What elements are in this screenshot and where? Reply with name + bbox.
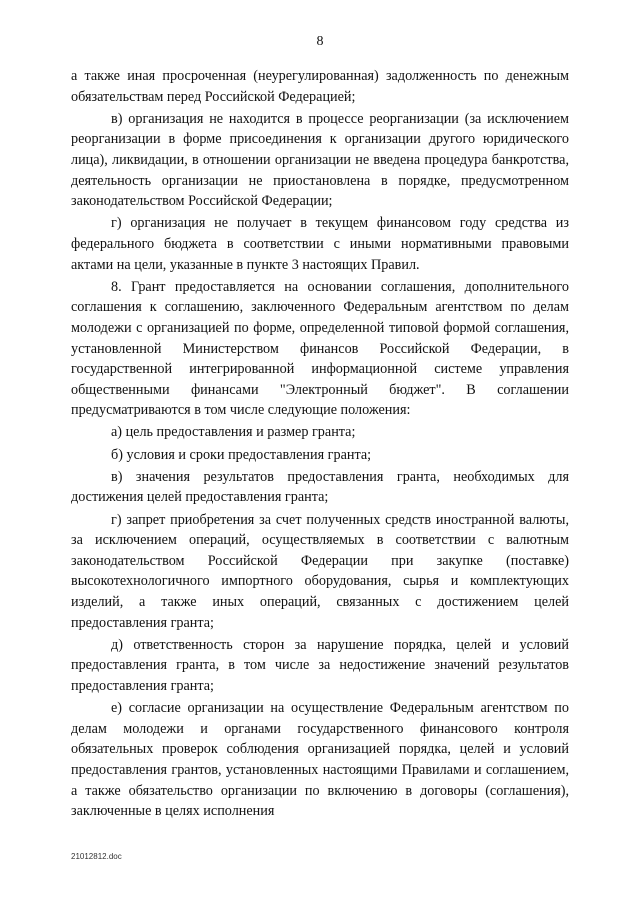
paragraph-debt-continuation: а также иная просроченная (неурегулированная) задолженность по денежным обязательствам перед Российской Федерацией; — [71, 68, 569, 105]
paragraph-item-v-reorganization: в) организация не находится в процессе реорганизации (за исключением реорганизации в форме присоединения к организации другого юридического лица), ликвидации, в отношении организации не введена процедура банкротства, деятельность организации не приостановлена в порядке, предусмотренном законодательством Российской Федерации; — [71, 110, 569, 210]
paragraph-item-b-terms: б) условия и сроки предоставления гранта; — [111, 446, 372, 463]
page-number: 8 — [316, 34, 324, 49]
paragraph-section-8-grant-agreement: 8. Грант предоставляется на основании соглашения, дополнительного соглашения к соглашению, заключенного Федеральным агентством по делам молодежи с организацией по форме, определенной типовой формой соглашения, установленной Министерством финансов Российской Федерации, в государственной интегрированной информационной системе управления общественными финансами "Электронный бюджет". В соглашении предусматриваются в том числе следующие положения: — [71, 278, 569, 419]
paragraph-item-e-consent: е) согласие организации на осуществление Федеральным агентством по делам молодежи и органами государственного финансового контроля обязательных проверок соблюдения организацией порядка, целей и условий предоставления грантов, установленных настоящими Правилами и соглашением, а также обязательство организации по включению в договоры (соглашения), заключенные в целях исполнения — [71, 700, 569, 820]
document-filename: 21012812.doc — [71, 852, 122, 861]
paragraph-item-a-purpose: а) цель предоставления и размер гранта; — [111, 424, 356, 441]
paragraph-item-v-results: в) значения результатов предоставления гранта, необходимых для достижения целей предоставления гранта; — [71, 468, 569, 506]
paragraph-item-g-currency-ban: г) запрет приобретения за счет полученных средств иностранной валюты, за исключением операций, осуществляемых в соответствии с валютным законодательством Российской Федерации при закупке (поставке) высокотехнологичного импортного оборудования, сырья и комплектующих изделий, а также иных операций, связанных с достижением целей предоставления гранта; — [71, 511, 569, 631]
document-body — [71, 66, 569, 823]
paragraph-item-d-liability: д) ответственность сторон за нарушение порядка, целей и условий предоставления гранта, в том числе за недостижение значений результатов предоставления гранта; — [71, 636, 569, 694]
paragraph-item-g-federal-budget: г) организация не получает в текущем финансовом году средства из федерального бюджета в соответствии с иными нормативными правовыми актами на цели, указанные в пункте 3 настоящих Правил. — [71, 215, 569, 273]
